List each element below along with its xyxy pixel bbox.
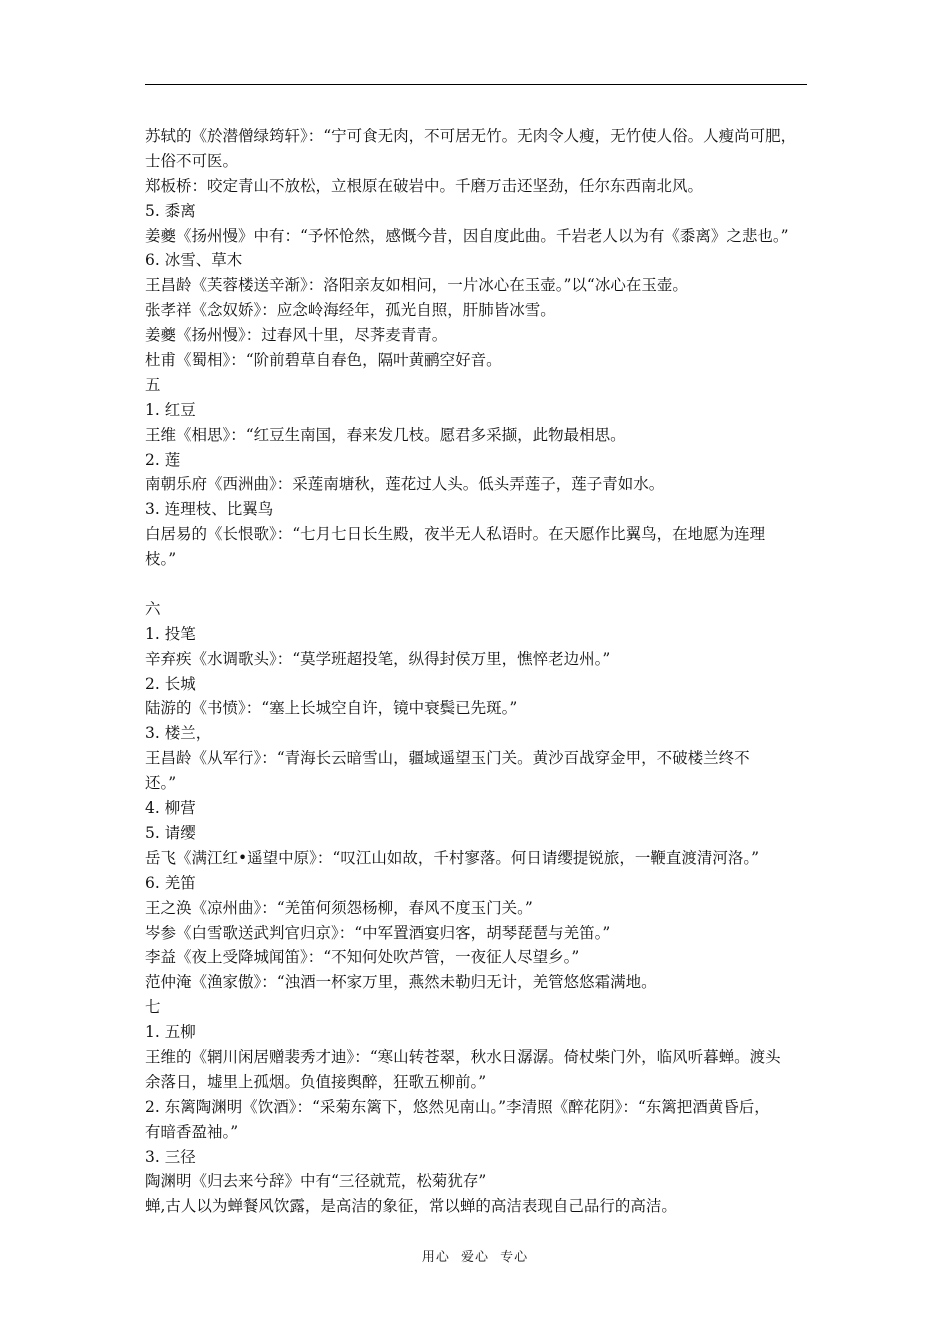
section-heading: 5. 黍离 [145, 201, 196, 220]
chapter-heading: 七 [145, 998, 161, 1017]
text-line: 陶渊明《归去来兮辞》中有“三径就荒，松菊犹存” [145, 1172, 487, 1191]
section-heading: 1. 五柳 [145, 1023, 196, 1042]
section-heading: 4. 柳营 [145, 799, 196, 818]
text-line: 王之涣《凉州曲》：“羌笛何须怨杨柳，春风不度玉门关。” [145, 898, 533, 917]
text-line: 士俗不可医。 [145, 151, 239, 170]
chapter-heading: 五 [145, 375, 161, 394]
text-line: 郑板桥：咬定青山不放松，立根原在破岩中。千磨万击还坚劲，任尔东西南北风。 [145, 176, 704, 195]
text-line: 王维的《辋川闲居赠裴秀才迪》：“寒山转苍翠，秋水日潺潺。倚杖柴门外，临风听暮蝉。渡头 [145, 1047, 781, 1066]
text-line: 陆游的《书愤》：“塞上长城空自许，镜中衰鬓已先斑。” [145, 699, 518, 718]
text-line: 白居易的《长恨歌》：“七月七日长生殿，夜半无人私语时。在天愿作比翼鸟，在地愿为连理 [145, 525, 766, 544]
text-line: 南朝乐府《西洲曲》：采莲南塘秋，莲花过人头。低头弄莲子，莲子青如水。 [145, 475, 665, 494]
text-line: 杜甫《蜀相》：“阶前碧草自春色，隔叶黄鹂空好音。 [145, 351, 502, 370]
text-line: 张孝祥《念奴娇》：应念岭海经年，孤光自照，肝肺皆冰雪。 [145, 301, 556, 320]
section-heading: 1. 投笔 [145, 624, 196, 643]
section-heading: 2. 长城 [145, 674, 196, 693]
text-line: 姜夔《扬州慢》：过春风十里，尽荠麦青青。 [145, 326, 448, 345]
text-line: 王昌龄《从军行》：“青海长云暗雪山，疆域遥望玉门关。黄沙百战穿金甲，不破楼兰终不 [145, 749, 750, 768]
document-body [145, 124, 807, 1219]
text-line: 有暗香盈袖。” [145, 1122, 239, 1141]
text-line: 王维《相思》：“红豆生南国，春来发几枝。愿君多采撷，此物最相思。 [145, 425, 626, 444]
text-line: 余落日，墟里上孤烟。负值接舆醉，狂歌五柳前。” [145, 1072, 487, 1091]
text-line: 李益《夜上受降城闻笛》：“不知何处吹芦管，一夜征人尽望乡。” [145, 948, 580, 967]
text-line: 范仲淹《渔家傲》：“浊酒一杯家万里，燕然未勒归无计，羌管悠悠霜满地。 [145, 973, 657, 992]
text-line: 枝。” [145, 550, 177, 569]
header-rule [145, 84, 807, 85]
text-line: 王昌龄《芙蓉楼送辛渐》：洛阳亲友如相问，一片冰心在玉壶。”以“冰心在玉壶。 [145, 276, 688, 295]
page-footer: 用心 爱心 专心 [421, 1250, 529, 1265]
chapter-heading: 六 [145, 599, 161, 618]
section-heading: 6. 冰雪、草木 [145, 251, 243, 270]
text-line: 辛弃疾《水调歌头》：“莫学班超投笔，纵得封侯万里，憔悴老边州。” [145, 649, 611, 668]
section-heading: 3. 楼兰， [145, 724, 212, 743]
section-heading: 6. 羌笛 [145, 873, 196, 892]
section-heading: 1. 红豆 [145, 400, 196, 419]
text-line: 苏轼的《於潜僧绿筠轩》：“宁可食无肉，不可居无竹。无肉令人瘦，无竹使人俗。人瘦尚可肥， [145, 127, 797, 145]
text-line: 2. 东篱陶渊明《饮酒》：“采菊东篱下，悠然见南山。”李清照《醉花阴》：“东篱把酒黄昏后， [145, 1097, 770, 1116]
section-heading: 2. 莲 [145, 450, 181, 469]
text-line: 岳飞《满江红•遥望中原》：“叹江山如故，千村寥落。何日请缨提锐旅，一鞭直渡清河洛。” [145, 848, 759, 867]
text-line: 还。” [145, 774, 177, 793]
section-heading: 3. 三径 [145, 1147, 196, 1166]
text-line: 蝉,古人以为蝉餐风饮露，是高洁的象征，常以蝉的高洁表现自己品行的高洁。 [145, 1197, 677, 1216]
text-line: 岑参《白雪歌送武判官归京》：“中军置酒宴归客，胡琴琵琶与羌笛。” [145, 923, 611, 942]
blank-line [145, 572, 807, 597]
section-heading: 5. 请缨 [145, 823, 196, 842]
text-line: 姜夔《扬州慢》中有：“予怀怆然，感慨今昔，因自度此曲。千岩老人以为有《黍离》之悲也。” [145, 226, 789, 245]
section-heading: 3. 连理枝、比翼鸟 [145, 500, 274, 519]
